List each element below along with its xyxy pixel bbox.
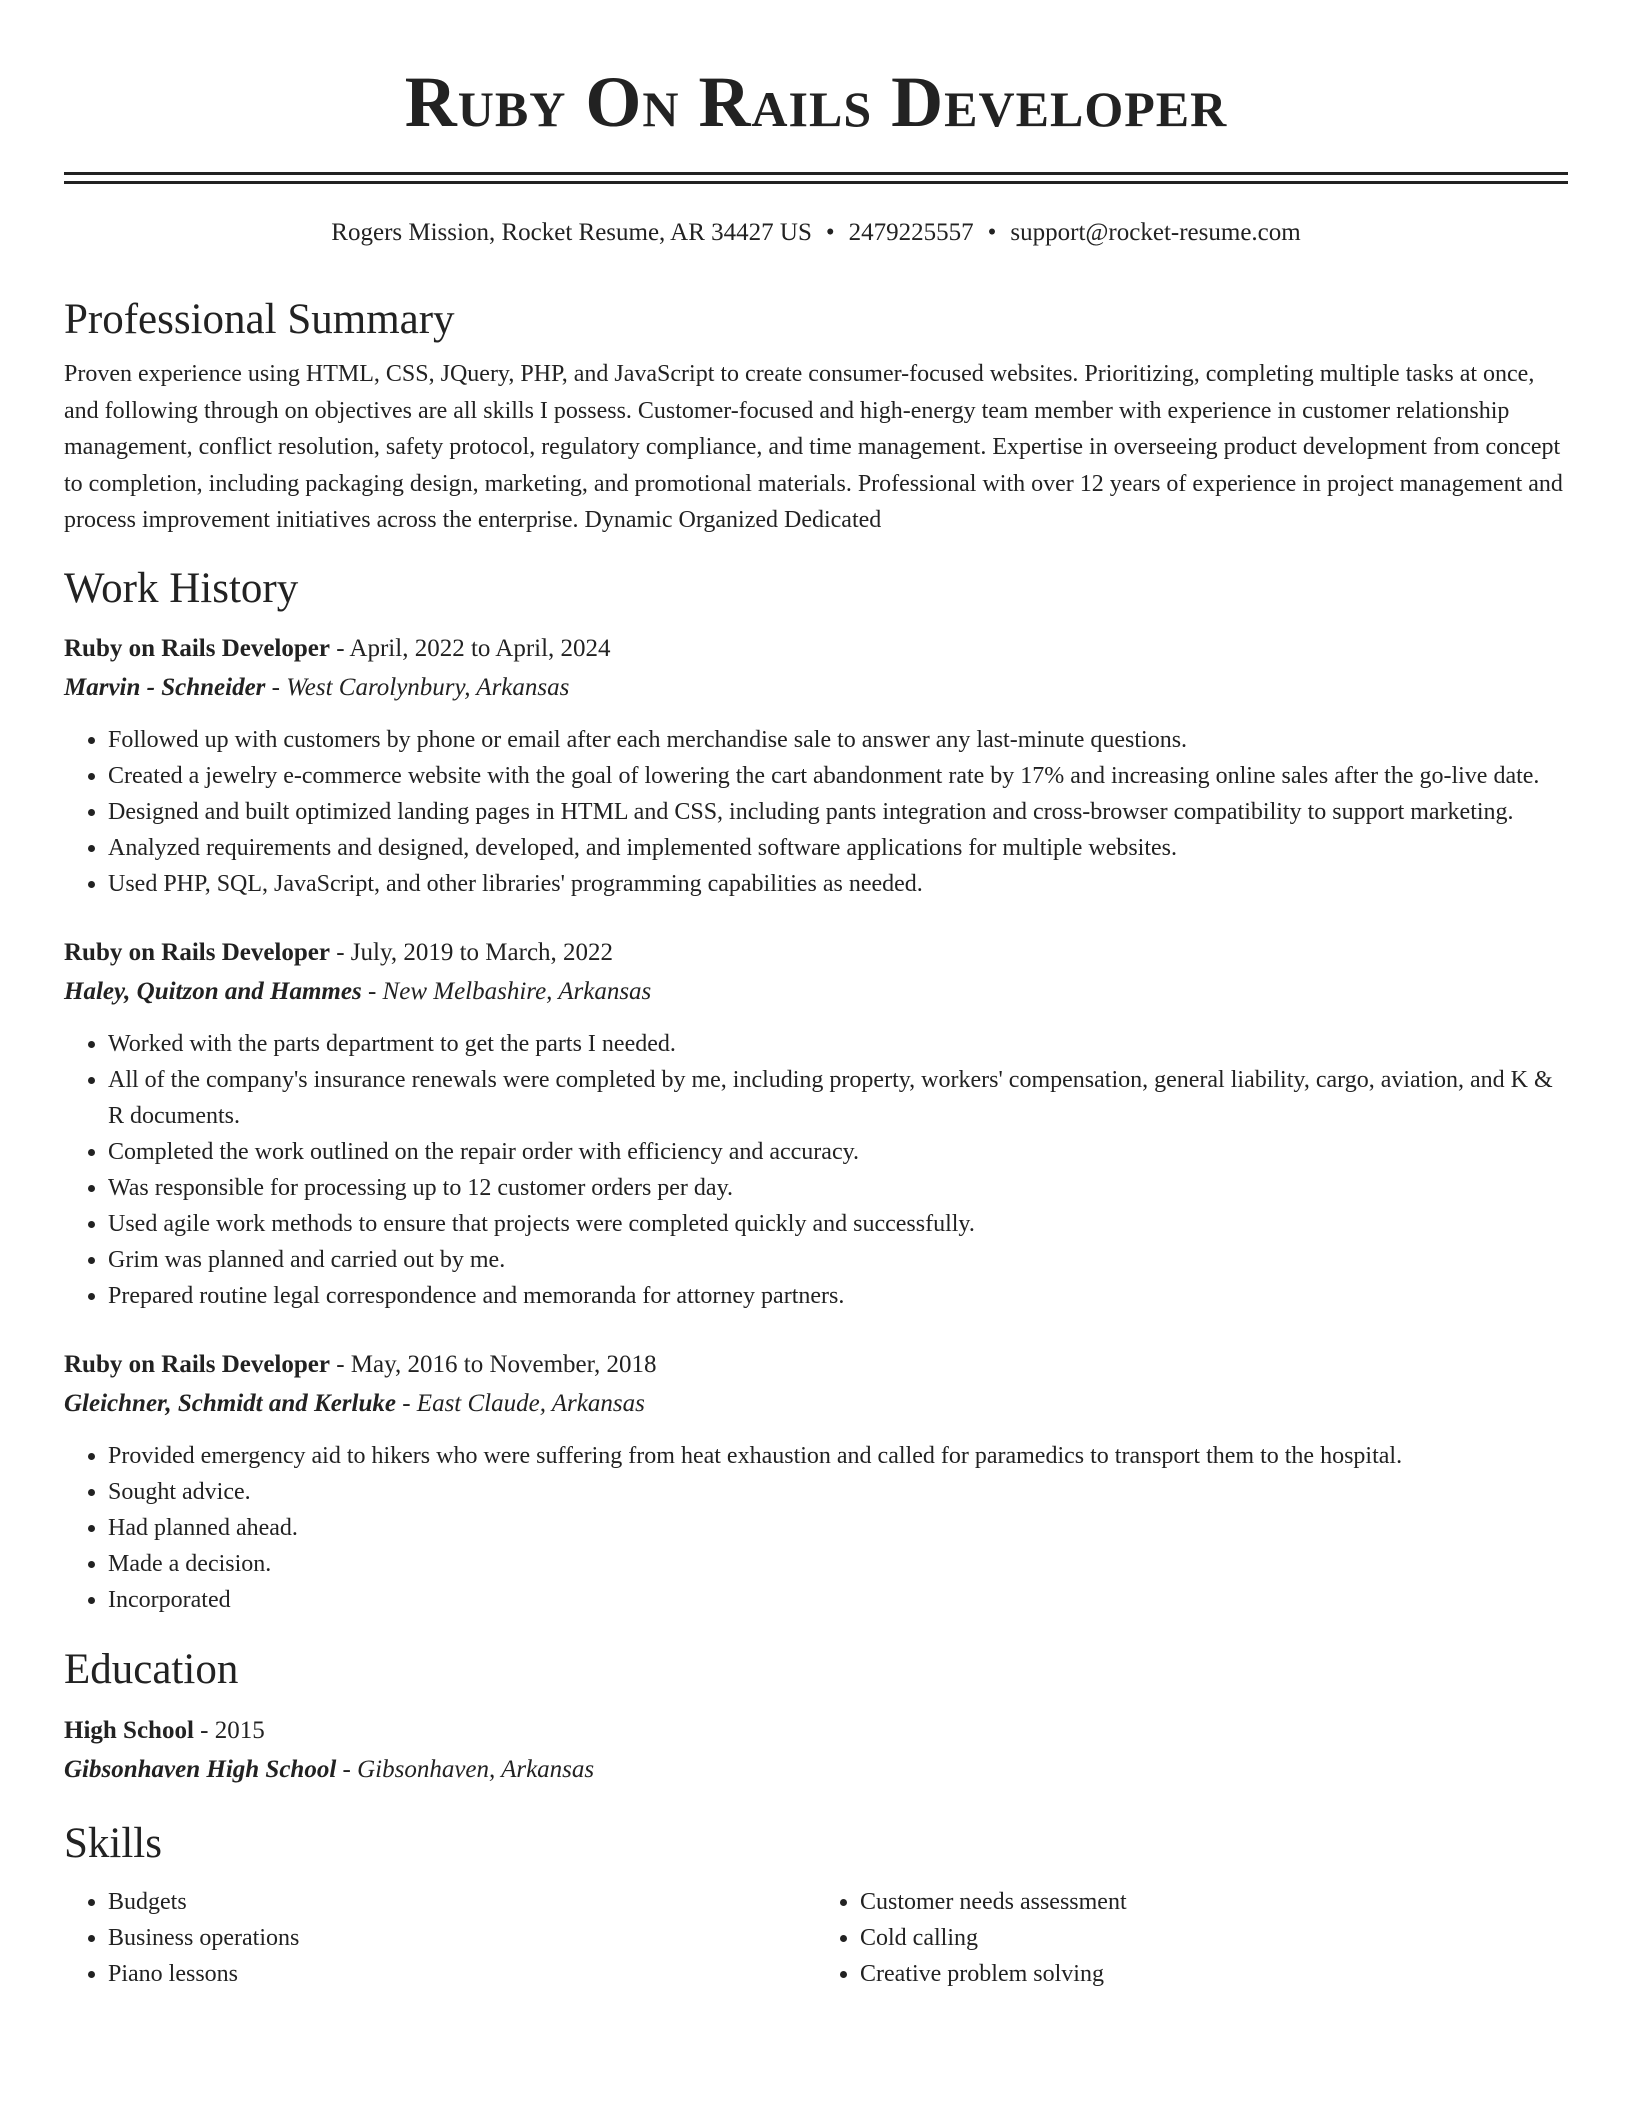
skill-item: • Creative problem solving [860, 1956, 1568, 1992]
job-bullet: • Was responsible for processing up to 12 customer orders per day. [108, 1170, 1568, 1206]
job-bullet: • Provided emergency aid to hikers who were suffering from heat exhaustion and called for paramedics to transport them to the hospital. [108, 1438, 1568, 1474]
education-school: Gibsonhaven High School [64, 1755, 337, 1783]
job-bullet: • Analyzed requirements and designed, developed, and implemented software applications for multiple websites. [108, 830, 1568, 866]
section-heading-summary: Professional Summary [64, 296, 455, 343]
job-bullet: • Made a decision. [108, 1546, 1568, 1582]
education-year: - 2015 [193, 1716, 265, 1744]
job-bullet: • Had planned ahead. [108, 1510, 1568, 1546]
job-header [64, 1346, 1568, 1384]
job-bullet: • Completed the work outlined on the repair order with efficiency and accuracy. [108, 1134, 1568, 1170]
job-header [64, 630, 1568, 668]
job-role: Ruby on Rails Developer [64, 1350, 330, 1378]
skills-column-left [64, 1884, 816, 1992]
job-role: Ruby on Rails Developer [64, 634, 330, 662]
section-heading-skills: Skills [64, 1819, 162, 1867]
education-institution [64, 1750, 1568, 1790]
contact-address: Rogers Mission, Rocket Resume, AR 34427 US [331, 219, 812, 246]
contact-separator: • [987, 219, 997, 246]
job-entry [64, 630, 1568, 902]
skills-column-right [816, 1884, 1568, 1992]
job-entry [64, 934, 1568, 1314]
job-dates: - May, 2016 to November, 2018 [329, 1350, 657, 1378]
job-employer [64, 668, 1568, 708]
job-location: - West Carolynbury, Arkansas [265, 673, 570, 701]
skill-item: • Customer needs assessment [860, 1884, 1568, 1920]
job-bullet: • Sought advice. [108, 1474, 1568, 1510]
job-bullets [64, 1438, 1568, 1618]
skills-grid [64, 1884, 1568, 1992]
job-location: - New Melbashire, Arkansas [361, 977, 652, 1005]
section-heading-education: Education [64, 1645, 239, 1693]
job-dates: - April, 2022 to April, 2024 [329, 634, 611, 662]
job-bullets [64, 722, 1568, 902]
job-bullet: • Designed and built optimized landing pages in HTML and CSS, including pants integration and cross-browser compatibility to support marketing. [108, 794, 1568, 830]
job-header [64, 934, 1568, 972]
contact-phone: 2479225557 [848, 219, 974, 246]
job-company: Gleichner, Schmidt and Kerluke [64, 1389, 396, 1417]
job-bullet: • All of the company's insurance renewals were completed by me, including property, workers' compensation, general liability, cargo, aviation, and K & R documents. [108, 1062, 1568, 1134]
job-company: Marvin - Schneider [64, 673, 266, 701]
job-bullets [64, 1026, 1568, 1314]
job-bullet: • Grim was planned and carried out by me. [108, 1242, 1568, 1278]
section-heading-work: Work History [64, 564, 299, 612]
job-bullet: • Followed up with customers by phone or email after each merchandise sale to answer any last-minute questions. [108, 722, 1568, 758]
contact-line [64, 216, 1568, 250]
job-employer [64, 1384, 1568, 1424]
summary-text: Proven experience using HTML, CSS, JQuery, PHP, and JavaScript to create consumer-focused websites. Prioritizing, completing multiple tasks at once, and following through on objectives are all skills I possess. Customer-focused and high-energy team member with experience in customer relationship management, conflict resolution, safety protocol, regulatory compliance, and time management. Expertise in overseeing product development from concept to completion, including packaging design, marketing, and promotional materials. Professional with over 12 years of experience in project management and process improvement initiatives across the enterprise. Dynamic Organized Dedicated [64, 361, 1563, 533]
skill-item: • Cold calling [860, 1920, 1568, 1956]
job-role: Ruby on Rails Developer [64, 938, 330, 966]
job-bullet: • Used agile work methods to ensure that projects were completed quickly and successfully. [108, 1206, 1568, 1242]
contact-separator: • [825, 219, 835, 246]
education-entry [64, 1712, 1568, 1790]
job-employer [64, 972, 1568, 1012]
job-dates: - July, 2019 to March, 2022 [329, 938, 614, 966]
job-bullet: • Created a jewelry e-commerce website with the goal of lowering the cart abandonment rate by 17% and increasing online sales after the go-live date. [108, 758, 1568, 794]
job-bullet: • Used PHP, SQL, JavaScript, and other libraries' programming capabilities as needed. [108, 866, 1568, 902]
education-location: - Gibsonhaven, Arkansas [336, 1755, 595, 1783]
contact-email[interactable]: support@rocket-resume.com [1010, 219, 1301, 246]
job-bullet: • Worked with the parts department to get the parts I needed. [108, 1026, 1568, 1062]
skill-item: • Budgets [108, 1884, 816, 1920]
title-divider [64, 172, 1568, 184]
skill-item: • Business operations [108, 1920, 816, 1956]
job-bullet: • Prepared routine legal correspondence and memoranda for attorney partners. [108, 1278, 1568, 1314]
resume-title: Ruby On Rails Developer [404, 62, 1228, 142]
job-company: Haley, Quitzon and Hammes [64, 977, 362, 1005]
skill-item: • Piano lessons [108, 1956, 816, 1992]
education-degree: High School [64, 1716, 194, 1744]
job-entry [64, 1346, 1568, 1618]
job-location: - East Claude, Arkansas [395, 1389, 645, 1417]
job-bullet: • Incorporated [108, 1582, 1568, 1618]
education-header [64, 1712, 1568, 1750]
